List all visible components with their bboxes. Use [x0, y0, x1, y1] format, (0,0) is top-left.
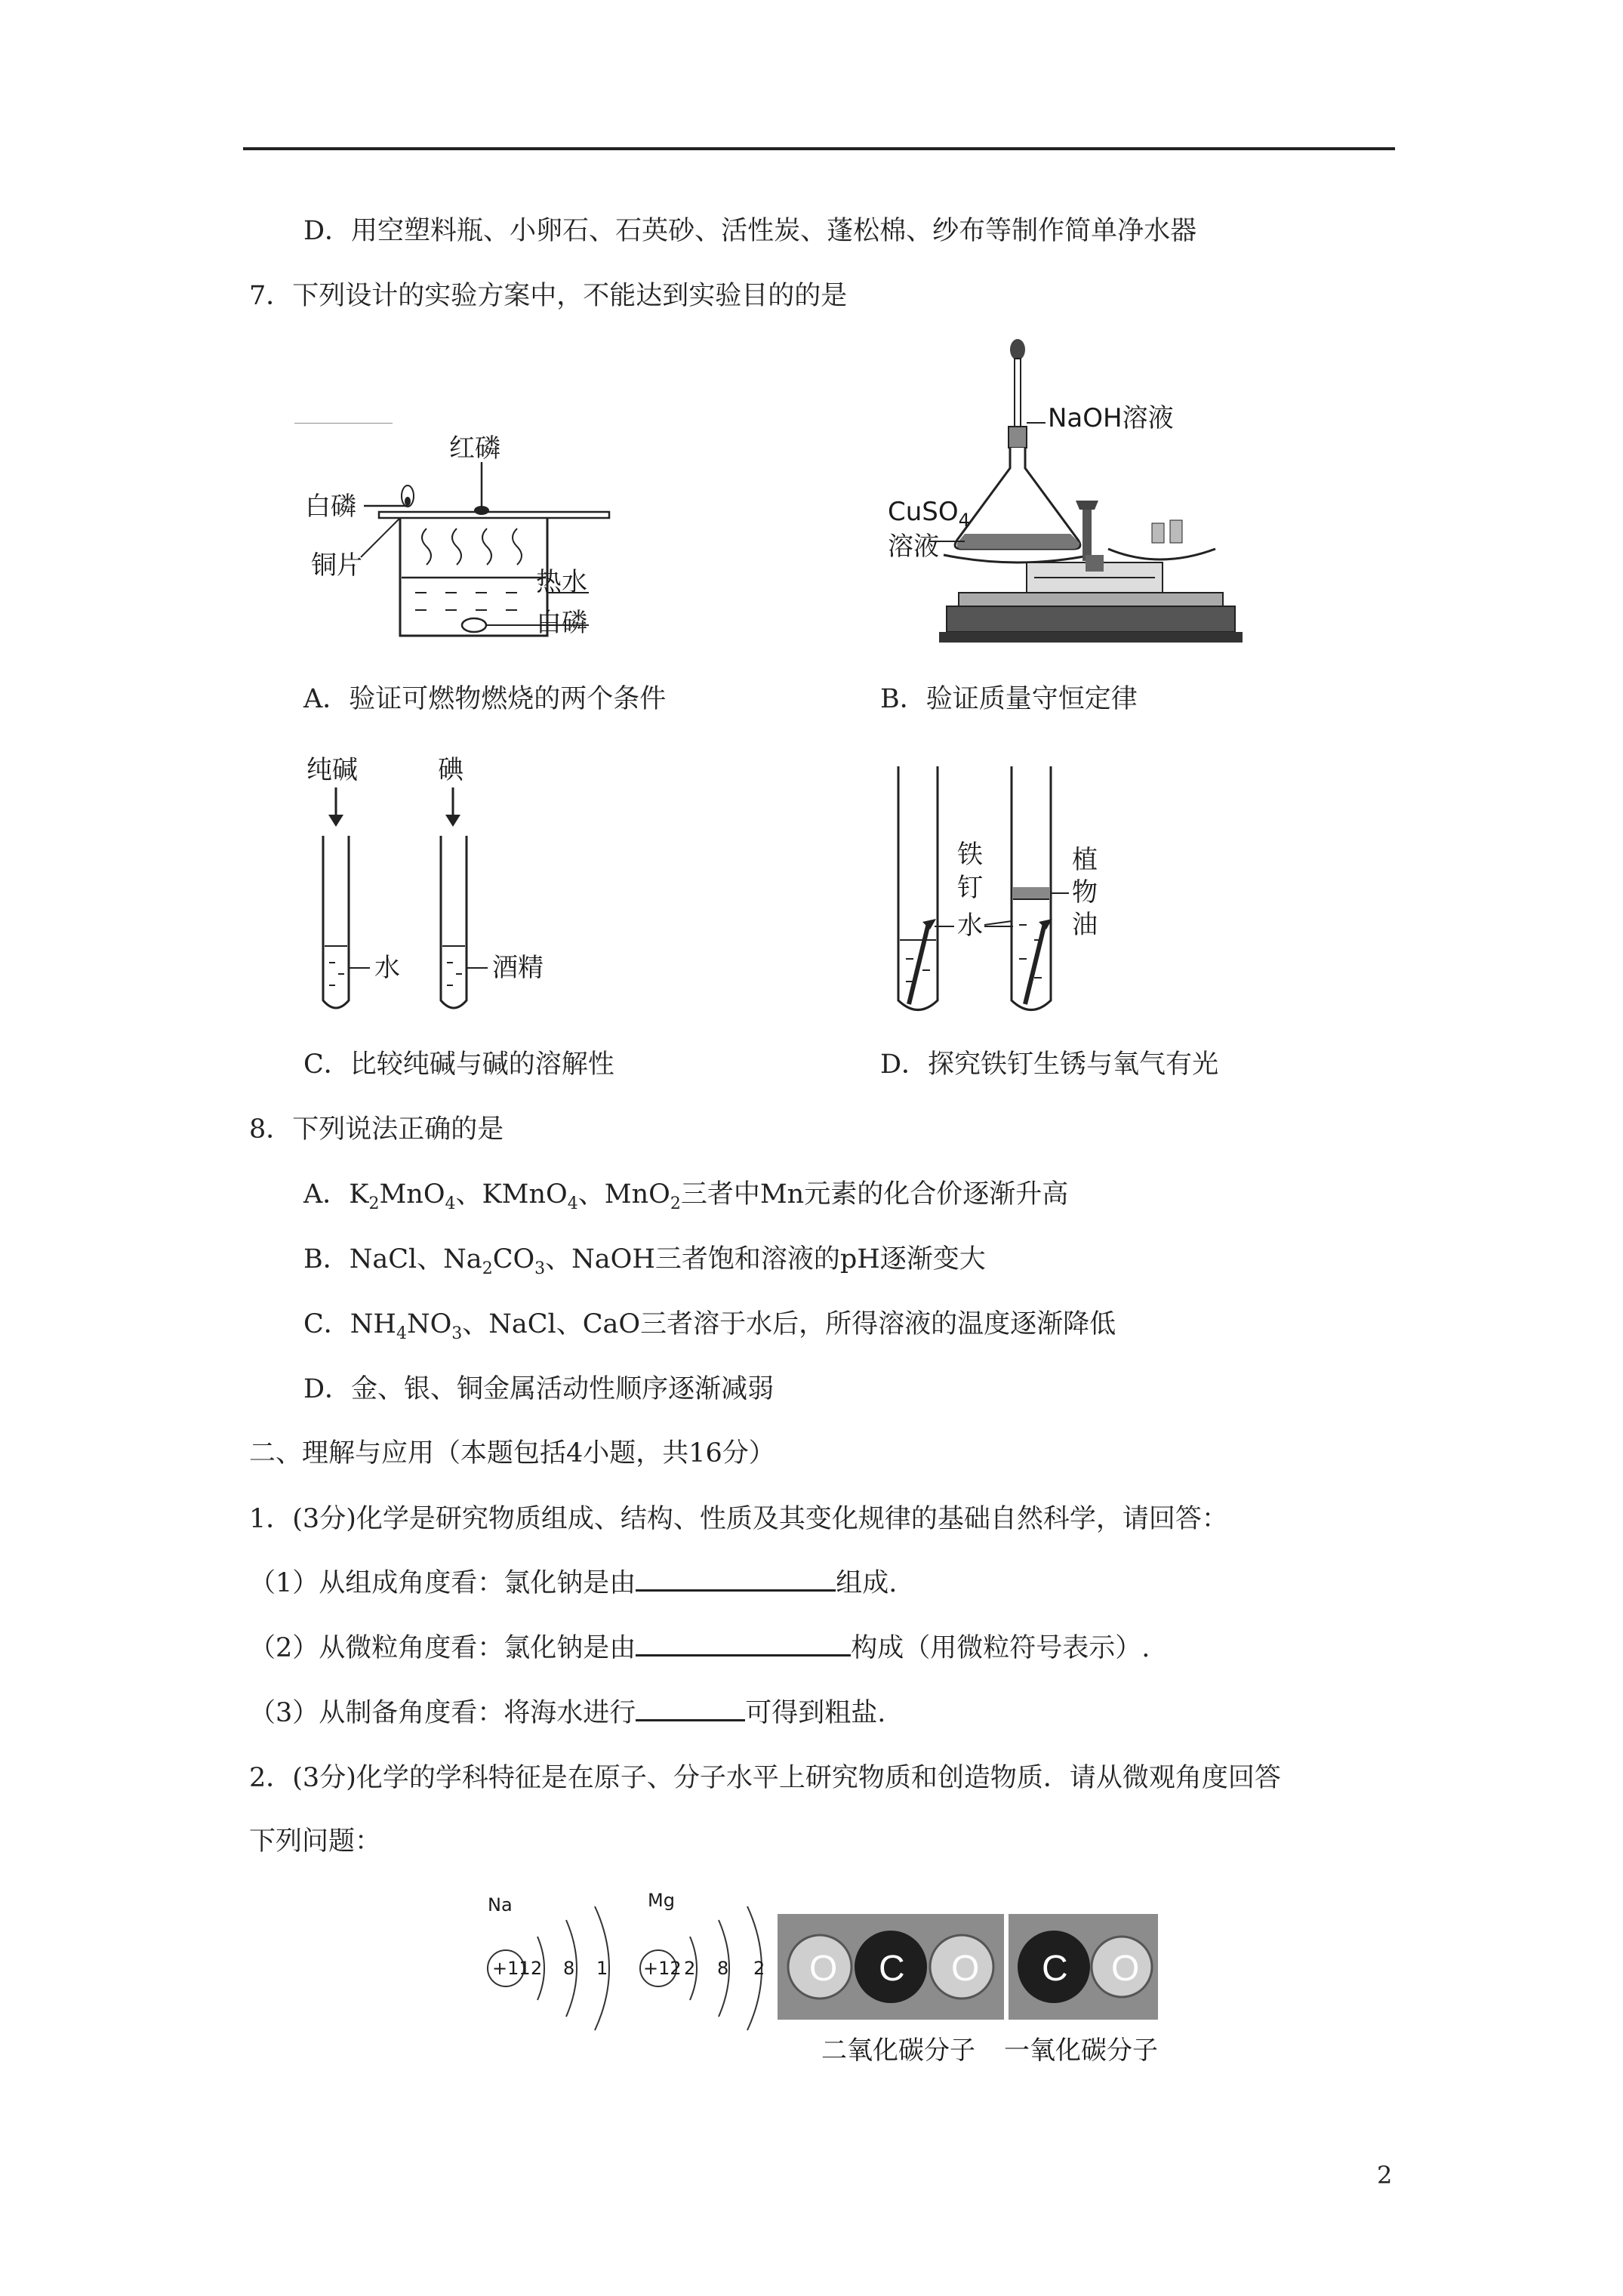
- label-red-phosphorus: 红磷: [449, 433, 500, 464]
- header-rule: [243, 147, 1395, 150]
- label-oil-2: 物: [1072, 877, 1098, 908]
- na-nucleus: +11: [492, 1958, 531, 1979]
- q7-stem: 7．下列设计的实验方案中，不能达到实验目的的是: [249, 281, 848, 311]
- mg-shell-3: 2: [753, 1958, 765, 1979]
- s2q1-part-3: （3）从制备角度看：将海水进行 可得到粗盐.: [249, 1698, 886, 1728]
- label-water: 水: [374, 953, 400, 983]
- label-alcohol: 酒精: [492, 953, 544, 983]
- label-oil-1: 植: [1072, 845, 1098, 875]
- q8-stem: 8．下列说法正确的是: [249, 1114, 504, 1145]
- label-white-phosphorus-top: 白磷: [305, 492, 356, 522]
- q8-option-d: D．金、银、铜金属活动性顺序逐渐减弱: [303, 1374, 775, 1404]
- na-shell-2: 8: [563, 1958, 575, 1979]
- section-2-title: 二、理解与应用（本题包括4小题，共16分）: [249, 1438, 775, 1469]
- na-shell-3: 1: [596, 1958, 608, 1979]
- mg-nucleus: +12: [643, 1958, 682, 1979]
- figure-a-combustion: [294, 423, 611, 649]
- s2q2-stem-line-1: 2．(3分)化学的学科特征是在原子、分子水平上研究物质和创造物质．请从微观角度回答: [249, 1763, 1281, 1793]
- s2q1-part-1: （1）从组成角度看：氯化钠是由 组成.: [249, 1568, 898, 1598]
- label-white-phosphorus-bottom: 白磷: [536, 608, 587, 638]
- figure-b-balance: [876, 336, 1268, 653]
- label-cuso4: CuSO$_4$: [888, 497, 970, 531]
- co-atom-c: C: [1042, 1949, 1068, 1989]
- figure-d-caption: D．探究铁钉生锈与氧气有光: [880, 1049, 1219, 1080]
- label-hot-water: 热水: [536, 567, 587, 597]
- label-na: Na: [488, 1894, 513, 1915]
- q6-option-d: D．用空塑料瓶、小卵石、石英砂、活性炭、蓬松棉、纱布等制作简单净水器: [303, 216, 1197, 246]
- co2-atom-o-right: O: [951, 1949, 980, 1989]
- label-oil-3: 油: [1072, 910, 1098, 940]
- mg-shell-1: 2: [684, 1958, 696, 1979]
- figure-c-solubility: [302, 751, 574, 1023]
- label-mg: Mg: [648, 1890, 675, 1911]
- q8-option-a: A．$K_2MnO_4$、KMnO$_4$、MnO$_2$三者中Mn元素的化合价逐渐升高: [303, 1179, 1069, 1213]
- co2-atom-c: C: [879, 1949, 905, 1989]
- figure-b-caption: B．验证质量守恒定律: [880, 684, 1138, 714]
- label-naoh-solution: NaOH溶液: [1048, 403, 1174, 433]
- q8-option-c: C．$NH_4NO_3$、NaCl、CaO三者溶于水后，所得溶液的温度逐渐降低: [303, 1309, 1116, 1343]
- label-cuso4-solution: 溶液: [888, 532, 939, 562]
- mg-shell-2: 8: [717, 1958, 729, 1979]
- label-iodine: 碘: [438, 755, 463, 785]
- s2q2-stem-line-2: 下列问题：: [249, 1826, 382, 1857]
- figure-atoms-molecules: [483, 1884, 1163, 2073]
- s2q1-stem: 1．(3分)化学是研究物质组成、结构、性质及其变化规律的基础自然科学，请回答：: [249, 1504, 1228, 1534]
- label-soda-ash: 纯碱: [306, 755, 358, 785]
- label-copper-sheet: 铜片: [311, 550, 362, 581]
- co2-atom-o-left: O: [809, 1949, 838, 1989]
- figure-d-rusting: [883, 751, 1132, 1031]
- q8-option-b: B．NaCl、$Na_2CO_3$、NaOH三者饱和溶液的pH逐渐变大: [303, 1244, 986, 1278]
- figure-c-caption: C．比较纯碱与碱的溶解性: [303, 1049, 614, 1080]
- co-caption: 一氧化碳分子: [1004, 2036, 1158, 2066]
- label-nail-2: 钉: [957, 873, 983, 903]
- s2q1-part-2: （2）从微粒角度看：氯化钠是由 构成（用微粒符号表示）.: [249, 1633, 1150, 1663]
- label-nail-1: 铁: [957, 840, 983, 870]
- label-water-d: 水: [957, 911, 983, 941]
- answer-blank-3[interactable]: [636, 1697, 745, 1721]
- co2-caption: 二氧化碳分子: [821, 2036, 975, 2066]
- figure-a-caption: A．验证可燃物燃烧的两个条件: [303, 684, 667, 714]
- co-atom-o: O: [1111, 1949, 1140, 1989]
- page-number: 2: [1377, 2161, 1393, 2190]
- na-shell-1: 2: [531, 1958, 543, 1979]
- answer-blank-2[interactable]: [636, 1632, 851, 1657]
- answer-blank-1[interactable]: [636, 1567, 836, 1592]
